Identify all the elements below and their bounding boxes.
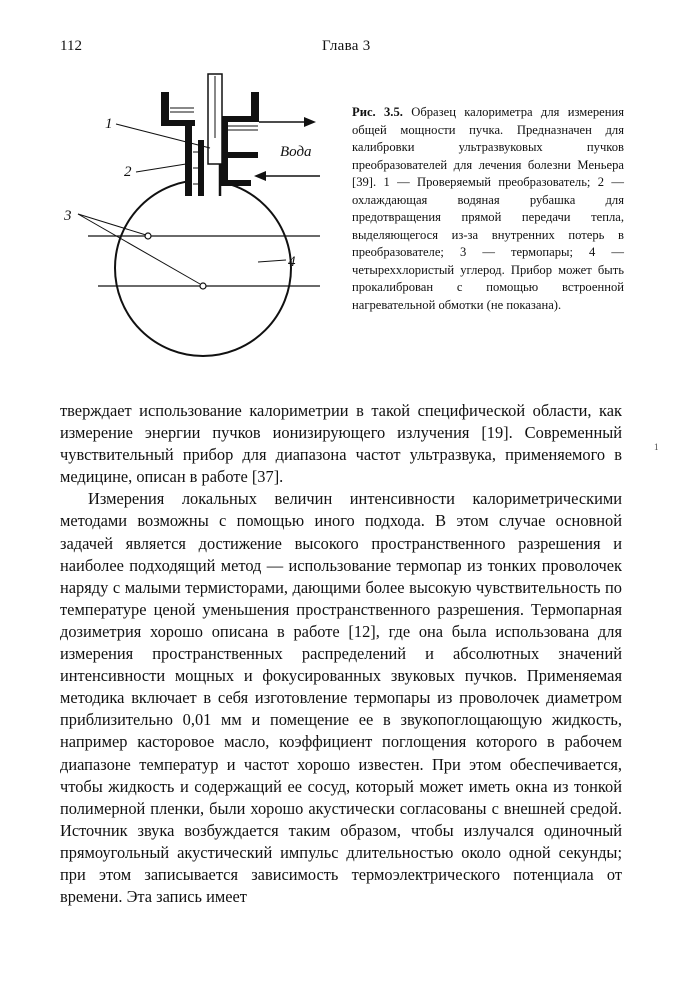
margin-note: 1 xyxy=(654,442,659,452)
leader-4 xyxy=(258,260,286,262)
leader-2 xyxy=(136,164,186,172)
thermocouple-junction-2 xyxy=(200,283,206,289)
leader-3a xyxy=(78,214,146,235)
leader-3b xyxy=(78,214,200,284)
thermocouple-junction-1 xyxy=(145,233,151,239)
label-4: 4 xyxy=(288,254,296,270)
body-text xyxy=(60,400,622,908)
label-1: 1 xyxy=(105,116,113,132)
running-head: Глава 3 xyxy=(322,38,371,54)
inlet-arrowhead xyxy=(254,171,266,181)
label-water: Вода xyxy=(280,144,312,160)
jacket-right-lower xyxy=(228,152,258,158)
paragraph-2: Измерения локальных величин интенсивности калориметрическими методами возможны с помощью иного подхода. В этом случае основной задачей является достижение высокого пространственного разрешения и наиболее подходящий метод — использование термопар из тонких проволочек наряду с малыми термисторами, дающими более высокую чувствительность по температуре ценой уменьшения пространственного разрешения. Термопарная дозиметрия хорошо описана в работе [12], где она была использована для измерения пространственных распределений и абсолютных значений интенсивности мощных и фокусированных звуковых пучков. Применяемая методика включает в себя изготовление термопары из проволочек диаметром приблизительно 0,01 мм и помещение ее в звукопоглощающую жидкость, например касторовое масло, коэффициент поглощения которого в рабочем диапазоне температур и частот хорошо известен. При этом обеспечивается, чтобы жидкость и содержащий ее сосуд, который может иметь окна из тонкой полимерной пленки, были хорошо акустически согласованы с внешней средой. Источник звука возбуждается таким образом, чтобы излучался одиночный прямоугольный акустический импульс длительностью около одной секунды; при этом записывается зависимость термоэлектрического потенциала от времени. Эта запись имеет xyxy=(60,489,622,907)
leader-1 xyxy=(116,124,210,148)
jacket-left-inner xyxy=(198,140,204,196)
label-2: 2 xyxy=(124,164,132,180)
outlet-arrowhead xyxy=(304,117,316,127)
calorimeter-figure xyxy=(58,68,348,373)
caption-text: Образец калориметра для измерения общей мощности пучка. Предназначен для калибровки ультразвуковых пучков преобразователей для лечения болезни Меньера [39]. 1 — Проверяемый преобразователь; 2 — охлаждающая водяная рубашка для предотвращения прямой передачи тепла, выделяющегося из-за внутренних потерь в преобразователе; 3 — термопары; 4 — четыреххлористый углерод. Прибор может быть прокалиброван с помощью встроенной нагревательной обмотки (не показана). xyxy=(352,105,624,312)
calorimeter-diagram xyxy=(58,68,348,373)
jacket-left-outer xyxy=(161,92,169,122)
water-right xyxy=(228,126,258,130)
paragraph-1: тверждает использование калориметрии в такой специфической области, как измерение энергии пучков ионизирующего излучения [19]. Современный чувствительный прибор для диапазона частот ультразвука, применяемого в медицине, описан в работе [37]. xyxy=(60,401,622,487)
page-number: 112 xyxy=(60,38,82,54)
label-3: 3 xyxy=(64,208,72,224)
caption-label: Рис. 3.5. xyxy=(352,105,403,119)
jacket-left-wall xyxy=(185,122,192,196)
jacket-right-step xyxy=(221,180,251,186)
flask xyxy=(115,180,291,356)
figure-caption xyxy=(352,104,624,314)
